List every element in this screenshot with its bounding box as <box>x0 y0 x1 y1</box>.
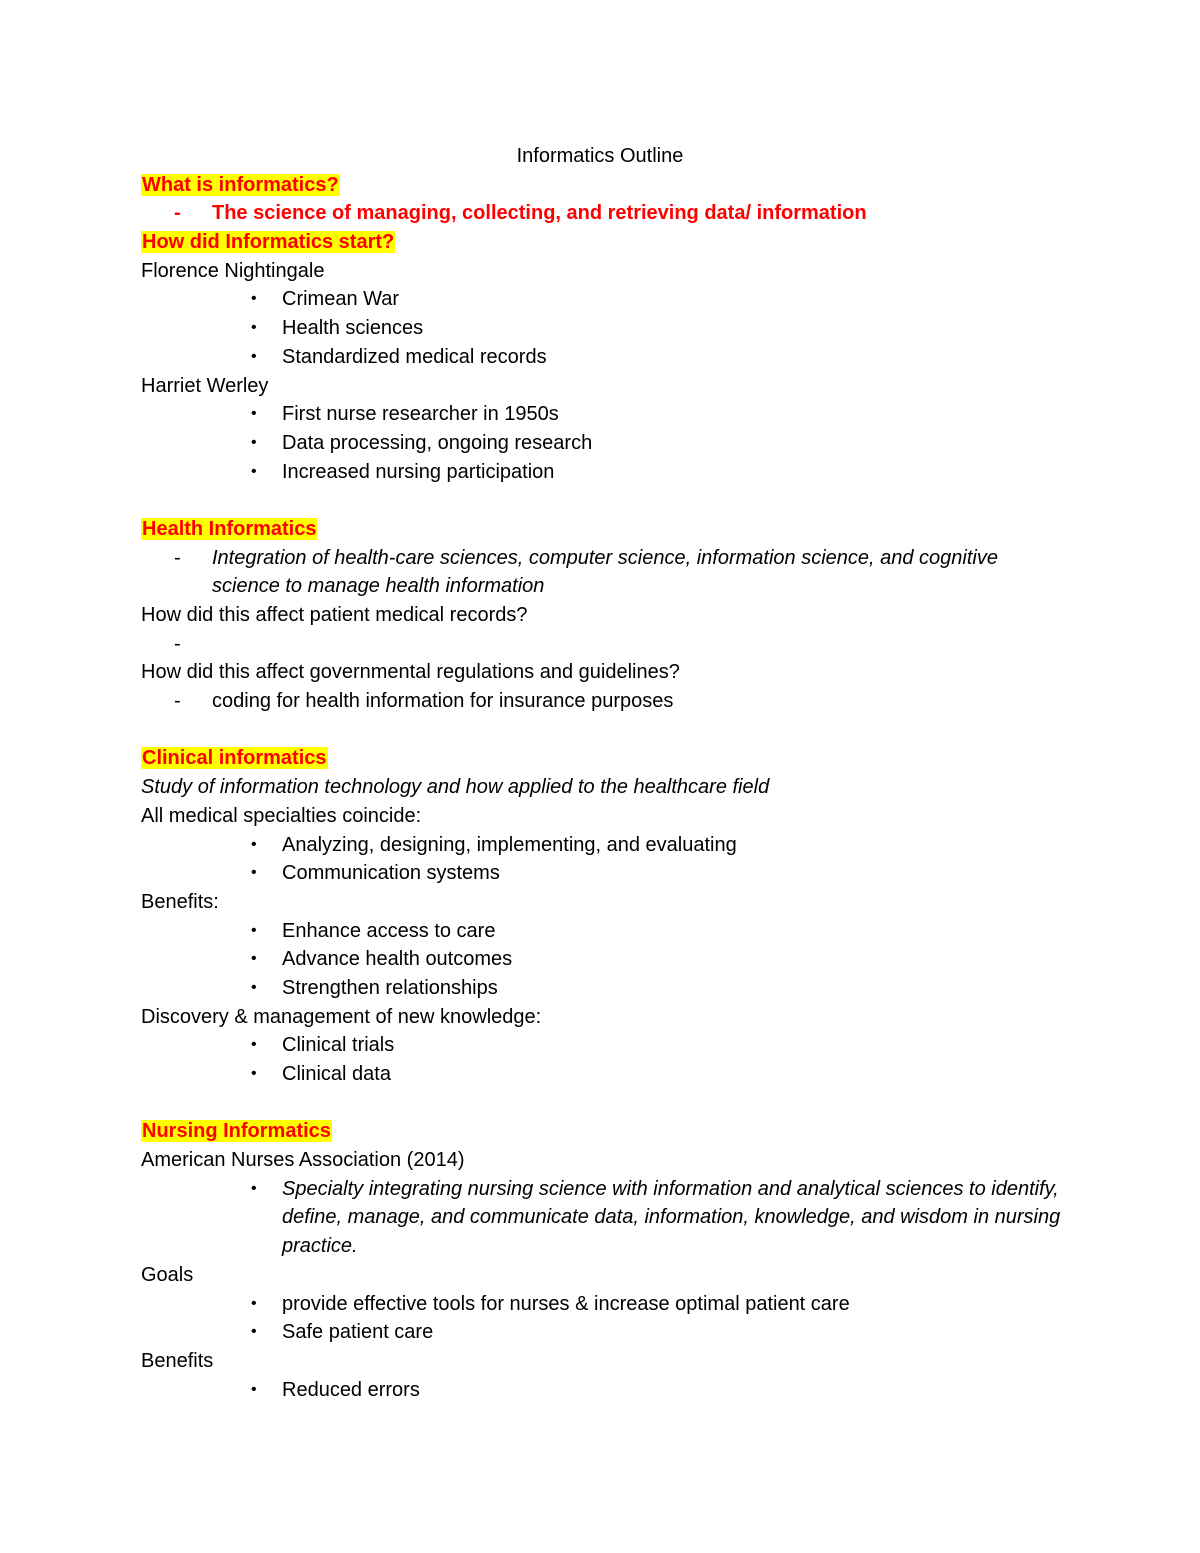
person-florence-nightingale: Florence Nightingale <box>141 259 325 282</box>
list-item <box>141 687 1061 716</box>
list-item <box>141 974 1061 1003</box>
list-item <box>141 285 1061 314</box>
section-heading: Nursing Informatics <box>142 1120 331 1143</box>
bullet-marker: • <box>251 433 257 451</box>
bullet-marker: • <box>251 1323 257 1341</box>
list-item <box>141 1290 1061 1319</box>
list-item-text: Crimean War <box>282 288 400 311</box>
section-nursing-informatics <box>141 1117 1061 1146</box>
section-heading: Clinical informatics <box>142 747 327 770</box>
source-citation: American Nurses Association (2014) <box>141 1149 465 1172</box>
bullet-marker: • <box>251 462 257 480</box>
list-item <box>141 199 1061 228</box>
benefits-label: Benefits <box>141 1349 214 1372</box>
bullet-marker: • <box>251 950 257 968</box>
list-item <box>141 1376 1061 1405</box>
bullet-marker: • <box>251 1294 257 1312</box>
list-item-text: Advance health outcomes <box>282 948 513 971</box>
list-item <box>141 1031 1061 1060</box>
list-item <box>141 429 1061 458</box>
list-item <box>141 314 1061 343</box>
list-item <box>141 630 1061 659</box>
bullet-marker: • <box>251 319 257 337</box>
list-item-text: Data processing, ongoing research <box>282 431 593 454</box>
list-item <box>141 945 1061 974</box>
list-item <box>141 400 1061 429</box>
bullet-marker: • <box>251 1065 257 1083</box>
definition-text: Integration of health-care sciences, computer science, information science, and cognitive science to manage health information <box>212 546 998 598</box>
section-heading: What is informatics? <box>142 173 339 196</box>
dash-marker: - <box>174 690 181 713</box>
section-how-did-informatics-start <box>141 228 1061 257</box>
spacer <box>141 716 1061 745</box>
list-item-text: provide effective tools for nurses & increase optimal patient care <box>282 1292 850 1315</box>
list-item-text: coding for health information for insurance purposes <box>212 690 674 713</box>
bullet-marker: • <box>251 1380 257 1398</box>
definition-item <box>141 544 1061 601</box>
list-item-text: The science of managing, collecting, and retrieving data/ information <box>212 202 867 225</box>
list-item-text: Safe patient care <box>282 1321 434 1344</box>
list-item-text: First nurse researcher in 1950s <box>282 403 559 426</box>
bullet-marker: • <box>251 1179 257 1197</box>
list-item <box>141 859 1061 888</box>
section-heading: Health Informatics <box>142 517 317 540</box>
list-item-text: Clinical trials <box>282 1034 395 1057</box>
bullet-marker: • <box>251 290 257 308</box>
list-item-text: Health sciences <box>282 317 424 340</box>
bullet-marker: • <box>251 921 257 939</box>
section-heading: How did Informatics start? <box>142 231 395 254</box>
definition-text: Specialty integrating nursing science with information and analytical sciences to identify, define, manage, and communicate data, information, knowledge, and wisdom in nursing practice. <box>282 1177 1061 1258</box>
section-what-is-informatics <box>141 171 1061 200</box>
question-medical-records: How did this affect patient medical records? <box>141 604 528 627</box>
list-item-text: Analyzing, designing, implementing, and evaluating <box>282 833 737 856</box>
list-item-text: Increased nursing participation <box>282 460 555 483</box>
section-clinical-informatics <box>141 744 1061 773</box>
goals-label: Goals <box>141 1263 194 1286</box>
list-item <box>141 343 1061 372</box>
document-title: Informatics Outline <box>516 145 684 167</box>
list-item <box>141 917 1061 946</box>
spacer <box>141 1089 1061 1118</box>
bullet-marker: • <box>251 835 257 853</box>
list-item-text: Communication systems <box>282 862 500 885</box>
list-item-text: Clinical data <box>282 1063 391 1086</box>
list-item-text: Standardized medical records <box>282 345 547 368</box>
definition-text: Study of information technology and how applied to the healthcare field <box>141 776 770 799</box>
list-item-text: Enhance access to care <box>282 919 496 942</box>
document-body <box>141 142 1061 1404</box>
bullet-marker: • <box>251 347 257 365</box>
list-item <box>141 458 1061 487</box>
spacer <box>141 486 1061 515</box>
list-item-text: Strengthen relationships <box>282 976 498 999</box>
list-item-text: Reduced errors <box>282 1378 420 1401</box>
list-item <box>141 1318 1061 1347</box>
discovery-label: Discovery & management of new knowledge: <box>141 1005 542 1028</box>
specialties-label: All medical specialties coincide: <box>141 804 422 827</box>
bullet-marker: • <box>251 864 257 882</box>
definition-item <box>141 1175 1061 1261</box>
bullet-marker: • <box>251 405 257 423</box>
person-harriet-werley: Harriet Werley <box>141 374 269 397</box>
section-health-informatics <box>141 515 1061 544</box>
list-item <box>141 1060 1061 1089</box>
list-item <box>141 831 1061 860</box>
bullet-marker: • <box>251 1036 257 1054</box>
dash-marker: - <box>174 202 181 225</box>
dash-marker: - <box>174 546 181 569</box>
benefits-label: Benefits: <box>141 890 219 913</box>
bullet-marker: • <box>251 978 257 996</box>
dash-marker: - <box>174 632 181 655</box>
question-governmental-regulations: How did this affect governmental regulations and guidelines? <box>141 661 680 684</box>
